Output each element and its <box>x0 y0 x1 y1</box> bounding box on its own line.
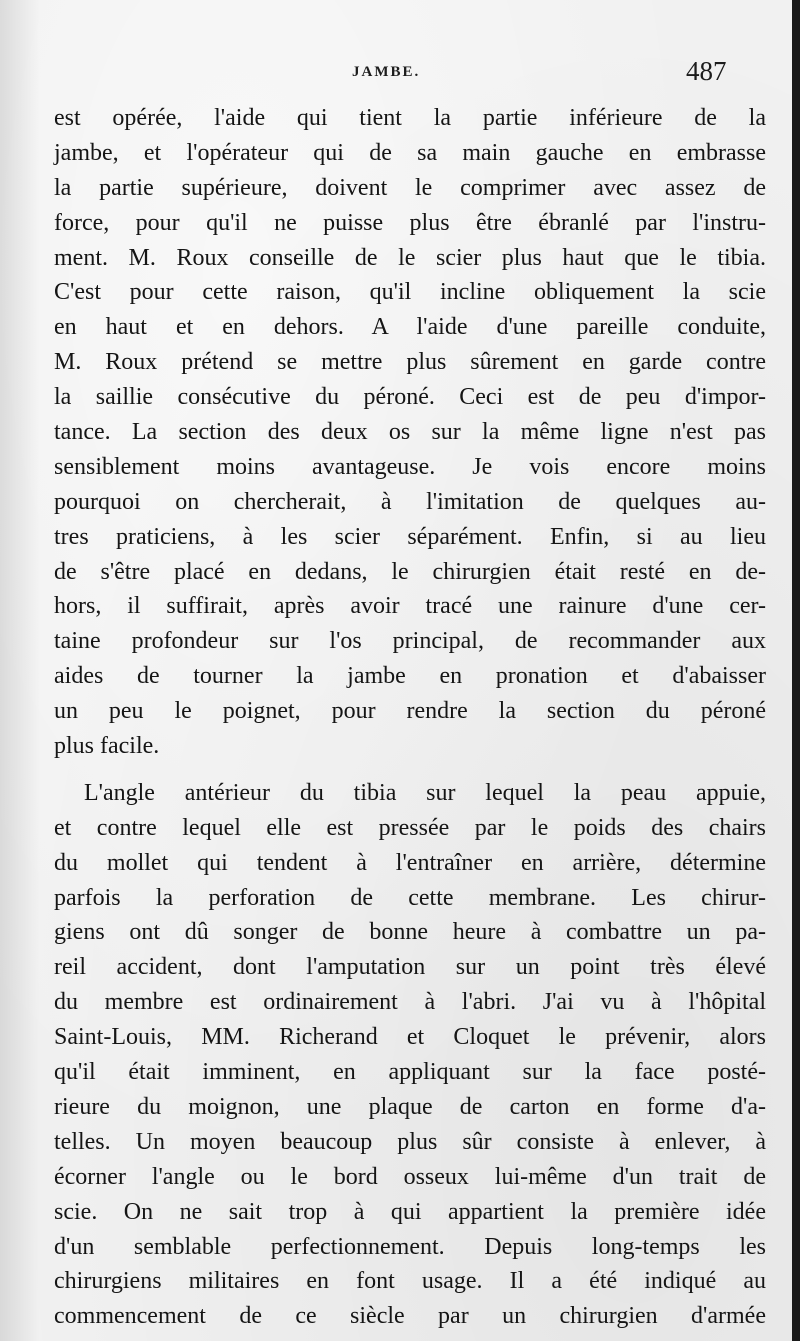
text-line: parfois la perforation de cette membrane. Les chirur- <box>54 884 766 911</box>
text-line: Saint-Louis, MM. Richerand et Cloquet le prévenir, alors <box>54 1024 766 1051</box>
page-edge-shadow <box>0 0 40 1341</box>
text-line: M. Roux prétend se mettre plus sûrement en garde contre <box>54 349 766 376</box>
text-line: scie. On ne sait trop à qui appartient la première idée <box>54 1198 766 1225</box>
text-line: force, pour qu'il ne puisse plus être ébranlé par l'instru- <box>54 209 766 236</box>
text-line: rieure du moignon, une plaque de carton en forme d'a- <box>54 1093 766 1120</box>
text-line: giens ont dû songer de bonne heure à combattre un pa- <box>54 919 766 946</box>
text-line: tance. La section des deux os sur la même ligne n'est pas <box>54 419 766 446</box>
text-line: C'est pour cette raison, qu'il incline obliquement la scie <box>54 279 766 306</box>
text-line: chirurgiens militaires en font usage. Il a été indiqué au <box>54 1268 766 1295</box>
paragraph <box>54 101 766 764</box>
text-line: plus facile. <box>54 733 160 760</box>
text-line: la partie supérieure, doivent le comprimer avec assez de <box>54 174 766 201</box>
body-text <box>54 101 766 1334</box>
text-line: d'un semblable perfectionnement. Depuis long-temps les <box>54 1233 766 1260</box>
text-line: écorner l'angle ou le bord osseux lui-même d'un trait de <box>54 1163 766 1190</box>
text-line: L'angle antérieur du tibia sur lequel la peau appuie, <box>84 779 766 806</box>
text-line: du membre est ordinairement à l'abri. J'ai vu à l'hôpital <box>54 989 766 1016</box>
page-number: 487 <box>686 56 727 86</box>
text-line: jambe, et l'opérateur qui de sa main gauche en embrasse <box>54 139 766 166</box>
running-head-title: JAMBE. <box>352 64 421 80</box>
text-line: la saillie consécutive du péroné. Ceci est de peu d'impor- <box>54 384 766 411</box>
paragraph-gap <box>54 764 766 776</box>
text-line: un peu le poignet, pour rendre la section du péroné <box>54 698 766 725</box>
text-line: commencement de ce siècle par un chirurgien d'armée <box>54 1303 766 1330</box>
text-line: ment. M. Roux conseille de le scier plus haut que le tibia. <box>54 244 766 271</box>
paragraph <box>54 776 766 1334</box>
text-line: telles. Un moyen beaucoup plus sûr consiste à enlever, à <box>54 1128 766 1155</box>
text-line: aides de tourner la jambe en pronation et d'abaisser <box>54 663 766 690</box>
text-line: de s'être placé en dedans, le chirurgien était resté en de- <box>54 558 766 585</box>
text-line: et contre lequel elle est pressée par le poids des chairs <box>54 814 766 841</box>
text-line: en haut et en dehors. A l'aide d'une pareille conduite, <box>54 314 766 341</box>
text-line: pourquoi on chercherait, à l'imitation de quelques au- <box>54 488 766 515</box>
running-head <box>0 58 792 88</box>
text-line: qu'il était imminent, en appliquant sur la face posté- <box>54 1059 766 1086</box>
text-line: taine profondeur sur l'os principal, de recommander aux <box>54 628 766 655</box>
text-line: est opérée, l'aide qui tient la partie inférieure de la <box>54 105 766 131</box>
text-line: hors, il suffirait, après avoir tracé une rainure d'une cer- <box>54 593 766 620</box>
text-line: du mollet qui tendent à l'entraîner en arrière, détermine <box>54 849 766 876</box>
text-line: reil accident, dont l'amputation sur un point très élevé <box>54 954 766 981</box>
text-line: sensiblement moins avantageuse. Je vois encore moins <box>54 453 766 480</box>
text-line: tres praticiens, à les scier séparément. Enfin, si au lieu <box>54 523 766 550</box>
